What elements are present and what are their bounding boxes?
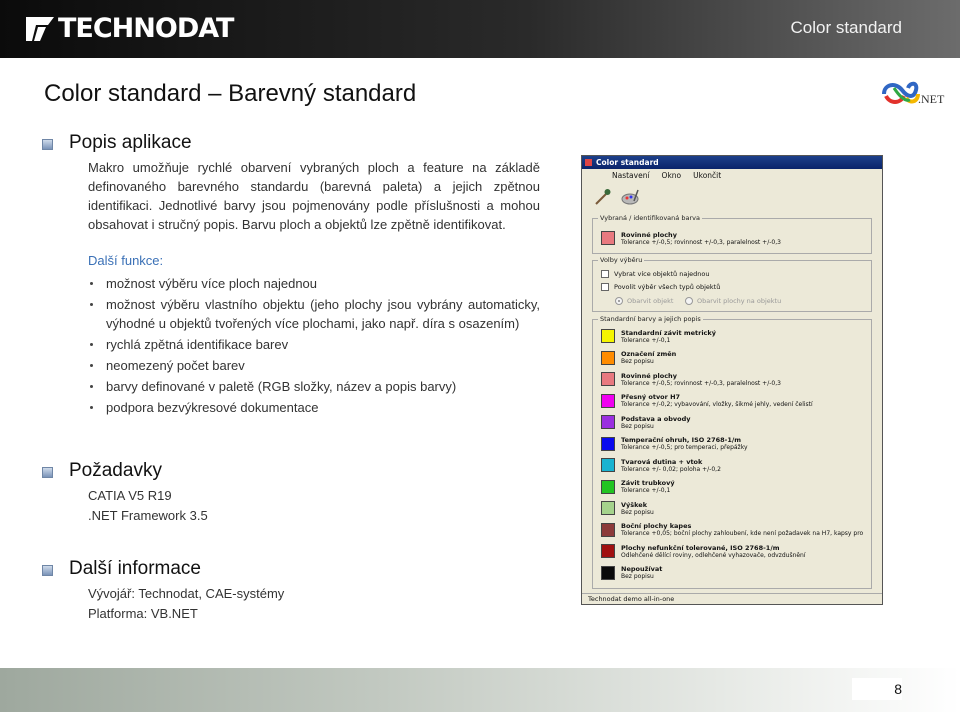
color-text	[621, 565, 662, 580]
info-list	[88, 584, 284, 624]
color-desc: Tolerance +/-0,1	[621, 336, 671, 344]
section-heading-informace	[42, 558, 201, 580]
color-name: Přesný otvor H7	[621, 393, 681, 401]
requirements-list	[88, 486, 208, 526]
checkbox-label: Vybrat více objektů najednou	[614, 270, 710, 278]
functions-list	[88, 274, 540, 419]
color-swatch[interactable]	[601, 523, 615, 537]
color-swatch[interactable]	[601, 351, 615, 365]
footer-band	[0, 668, 960, 712]
color-swatch[interactable]	[601, 566, 615, 580]
app-window-icon	[585, 159, 592, 166]
identified-color-row	[601, 229, 781, 247]
menu-item-ukoncit[interactable]: Ukončit	[693, 171, 722, 180]
color-swatch[interactable]	[601, 329, 615, 343]
color-text	[621, 436, 748, 451]
description-paragraph	[88, 158, 540, 234]
color-name: Plochy nefunkční tolerované, ISO 2768-1/m	[621, 543, 780, 552]
checkbox-box[interactable]	[601, 270, 609, 278]
page-number: 8	[852, 678, 902, 700]
color-swatch[interactable]	[601, 544, 615, 558]
section-heading-text: Popis aplikace	[69, 132, 192, 153]
color-swatch[interactable]	[601, 437, 615, 451]
color-desc: Tolerance +/-0,5; pro temperaci, přepážky	[621, 444, 748, 451]
color-text	[621, 350, 676, 365]
app-statusbar: Technodat demo all-in-one	[582, 593, 882, 604]
top-banner	[0, 0, 960, 58]
color-text	[621, 393, 813, 408]
color-desc: Tolerance +/-0,5; rovinnost +/-0,3, paralelnost +/-0,3	[621, 238, 781, 246]
square-bullet-icon	[42, 139, 53, 150]
color-name: Závit trubkový	[621, 479, 675, 487]
section-heading-pozadavky	[42, 460, 162, 482]
color-desc: Tolerance +0,05; boční plochy zahloubení, kde není požadavek na H7, kapsy pro	[621, 530, 864, 537]
group-label: Volby výběru	[600, 256, 643, 264]
color-desc: Tolerance +/- 0,02; poloha +/-0,2	[621, 465, 721, 473]
section-heading-text: Další informace	[69, 558, 201, 579]
color-name: Tvarová dutina + vtok	[621, 457, 703, 466]
standard-color-row[interactable]	[601, 542, 806, 560]
color-swatch	[601, 231, 615, 245]
standard-colors-group	[592, 315, 872, 589]
color-desc: Bez popisu	[621, 422, 654, 430]
group-label: Standardní barvy a jejich popis	[600, 315, 701, 323]
color-name: Označení změn	[621, 350, 677, 358]
identified-color-group	[592, 214, 872, 254]
radio-label: Obarvit objekt	[627, 297, 674, 305]
standard-color-row[interactable]	[601, 456, 721, 474]
standard-color-row[interactable]	[601, 413, 691, 431]
color-swatch[interactable]	[601, 458, 615, 472]
slide-title: Color standard – Barevný standard	[44, 80, 417, 107]
standard-color-row[interactable]	[601, 370, 781, 388]
color-name: Temperační ohruh, ISO 2768-1/m	[621, 436, 742, 444]
color-text	[621, 329, 716, 344]
info-line: Vývojář: Technodat, CAE-systémy	[88, 586, 285, 601]
color-text	[621, 372, 781, 387]
eyedropper-icon[interactable]	[592, 187, 612, 207]
group-label: Vybraná / identifikovaná barva	[600, 214, 700, 222]
standard-color-row[interactable]	[601, 435, 748, 453]
color-name: Standardní závit metrický	[621, 328, 716, 337]
list-item: neomezený počet barev	[88, 356, 540, 375]
color-swatch[interactable]	[601, 480, 615, 494]
color-desc: Tolerance +/-0,5; rovinnost +/-0,3, paralelnost +/-0,3	[621, 379, 781, 387]
technodat-logo	[26, 14, 233, 44]
color-swatch[interactable]	[601, 372, 615, 386]
requirement-line: .NET Framework 3.5	[88, 508, 208, 523]
section-heading-popis	[42, 132, 192, 154]
app-window-screenshot	[581, 155, 883, 605]
color-swatch[interactable]	[601, 501, 615, 515]
paint-palette-icon[interactable]	[620, 187, 640, 207]
dotnet-logo-text: .NET	[918, 92, 945, 106]
color-desc: Bez popisu	[621, 508, 654, 516]
app-window-titlebar	[582, 156, 882, 169]
requirement-line: CATIA V5 R19	[88, 488, 172, 503]
technodat-logo-mark-icon	[26, 17, 54, 41]
app-toolbar	[582, 183, 882, 211]
info-line: Platforma: VB.NET	[88, 606, 198, 621]
color-name: Podstava a obvody	[621, 414, 691, 423]
color-swatch[interactable]	[601, 415, 615, 429]
list-item: barvy definované v paletě (RGB složky, název a popis barvy)	[88, 377, 540, 396]
checkbox-box[interactable]	[601, 283, 609, 291]
standard-color-row[interactable]	[601, 564, 662, 582]
checkbox-multi-select[interactable]	[601, 270, 709, 278]
list-item: rychlá zpětná identifikace barev	[88, 335, 540, 354]
color-desc: Tolerance +/-0,1	[621, 487, 671, 494]
selection-options-group	[592, 256, 872, 312]
list-item: možnost výběru vlastního objektu (jeho plochy jsou vybrány automaticky, výhodné u objektů tvořených více plochami, jako např. díra s osazením)	[88, 295, 540, 333]
radio-color-faces[interactable]	[685, 297, 781, 305]
section-heading-text: Požadavky	[69, 460, 162, 481]
color-desc: Odlehčené dělící roviny, odlehčené vyhazovače, odvzdušnění	[621, 551, 806, 559]
color-text	[621, 479, 675, 494]
color-desc: Bez popisu	[621, 358, 654, 365]
color-desc: Tolerance +/-0,2; vybavování, vložky, šikmé jehly, vedení čelistí	[621, 401, 813, 408]
radio-button[interactable]	[685, 297, 693, 305]
standard-color-row[interactable]	[601, 499, 654, 517]
color-text	[621, 458, 721, 473]
logo-text: TECHNODAT	[58, 13, 234, 44]
list-item: možnost výběru více ploch najednou	[88, 274, 540, 293]
color-swatch[interactable]	[601, 394, 615, 408]
color-text	[621, 501, 654, 516]
menu-item-nastaveni[interactable]: Nastavení	[612, 171, 650, 180]
standard-color-row[interactable]	[601, 478, 675, 496]
color-name: Boční plochy kapes	[621, 522, 692, 530]
square-bullet-icon	[42, 565, 53, 576]
color-name: Rovinné plochy	[621, 371, 677, 380]
color-text	[621, 522, 863, 537]
color-name: Rovinné plochy	[621, 230, 677, 239]
list-item: podpora bezvýkresové dokumentace	[88, 398, 540, 417]
checkbox-all-types[interactable]	[601, 283, 720, 291]
standard-color-row[interactable]	[601, 327, 716, 345]
square-bullet-icon	[42, 467, 53, 478]
color-text	[621, 544, 806, 559]
app-window-title: Color standard	[596, 158, 659, 167]
description-text: Makro umožňuje rychlé obarvení vybraných ploch a feature na základě definovaného barevného standardu (barevná paleta) a jejich zpětnou identifikaci. Jednotlivé barvy jsou pojmenovány podle příslušnosti a mohou obsahovat i stručný popis. Barvu ploch a objektů lze zpětně identifikovat.	[88, 160, 540, 232]
functions-title: Další funkce:	[88, 253, 164, 268]
color-text	[621, 415, 691, 430]
color-desc: Bez popisu	[621, 573, 654, 580]
radio-label: Obarvit plochy na objektu	[697, 297, 782, 305]
banner-section-label: Color standard	[790, 18, 902, 37]
standard-color-row[interactable]	[601, 392, 813, 410]
menu-item-okno[interactable]: Okno	[661, 171, 682, 180]
app-menubar	[582, 169, 882, 183]
color-name: Nepoužívat	[621, 565, 663, 573]
checkbox-label: Povolit výběr všech typů objektů	[614, 283, 721, 291]
radio-color-object[interactable]	[615, 297, 673, 305]
radio-button[interactable]	[615, 297, 623, 305]
standard-color-row[interactable]	[601, 349, 676, 367]
standard-color-row[interactable]	[601, 521, 863, 539]
color-name: Výškek	[621, 500, 648, 509]
